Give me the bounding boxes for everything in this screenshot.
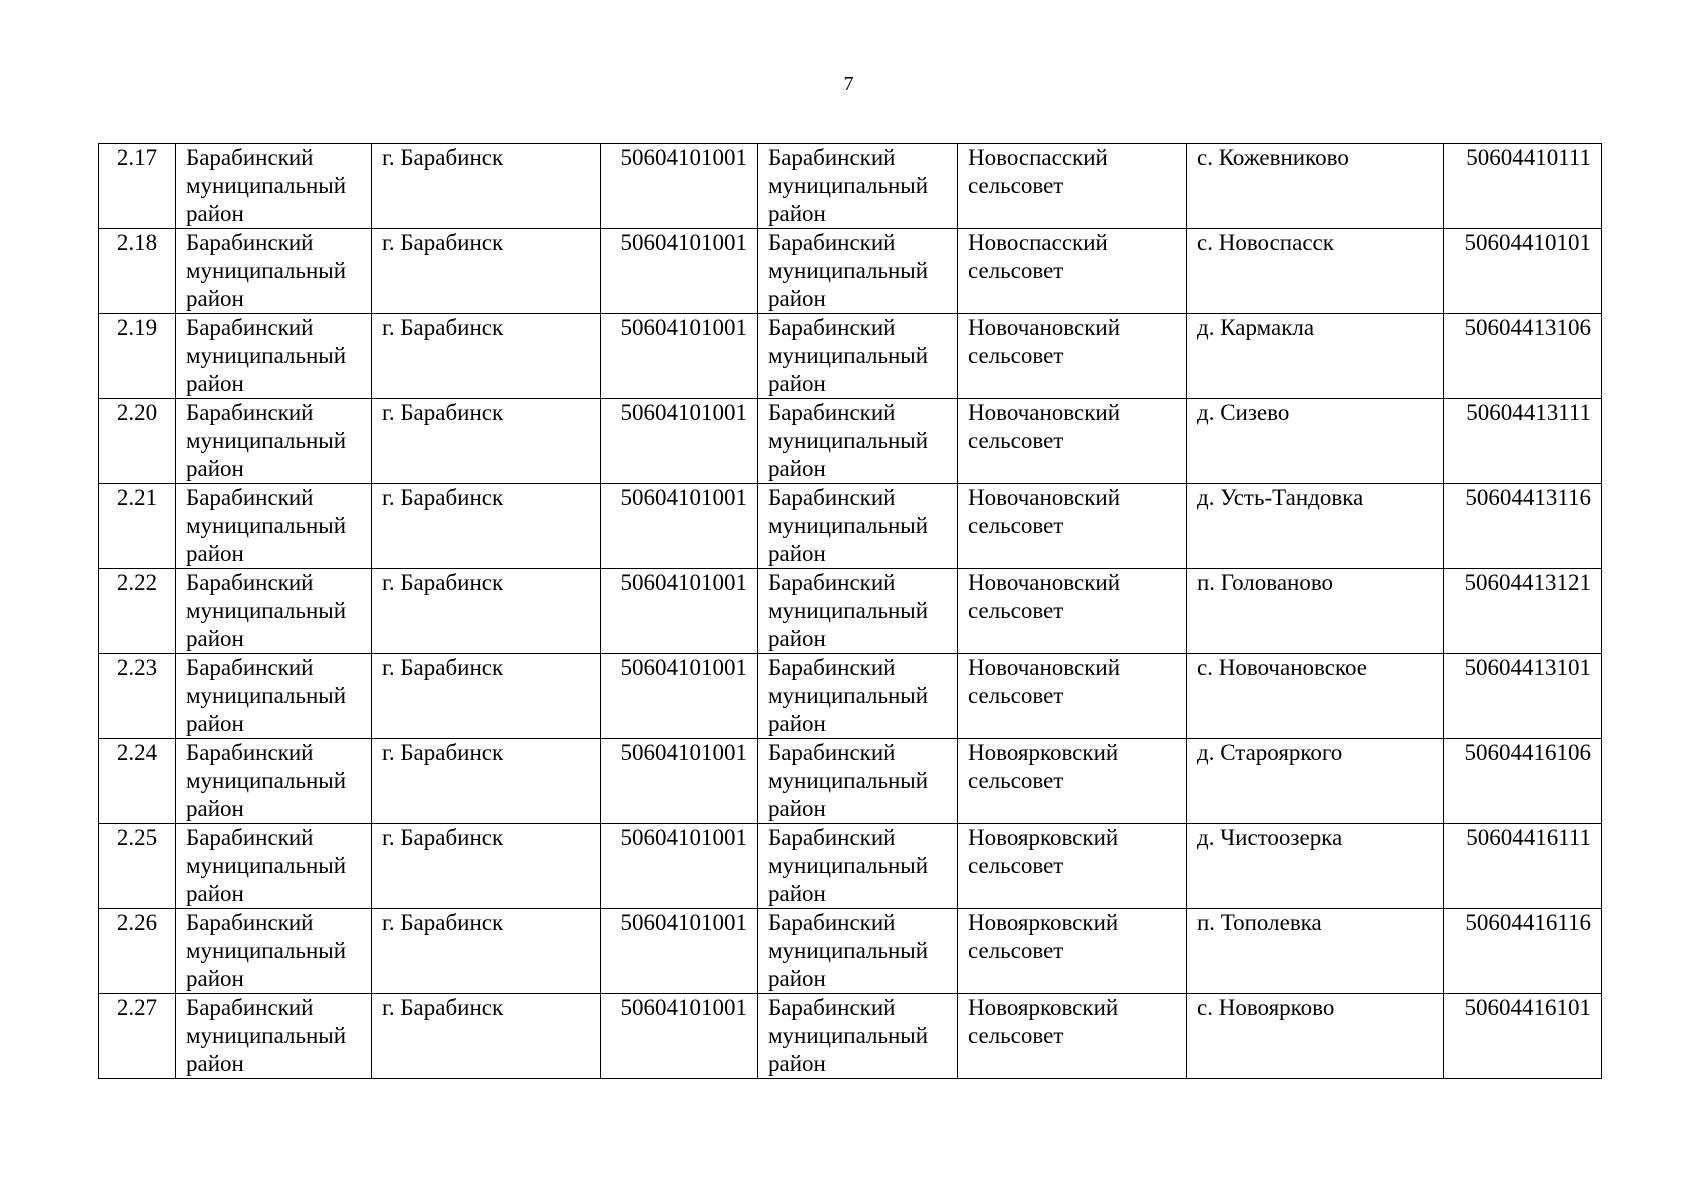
table-row [99, 654, 1602, 739]
district-line: район [768, 371, 826, 396]
city-cell [372, 484, 601, 569]
row-number: 2.23 [116, 655, 158, 680]
district-line: муниципальный [186, 513, 347, 538]
district-line: муниципальный [768, 513, 929, 538]
table-row [99, 144, 1602, 229]
settlement-cell [1187, 994, 1444, 1079]
city-name: г. Барабинск [382, 485, 504, 510]
council-cell [958, 909, 1187, 994]
district2-cell [758, 314, 958, 399]
settlement-cell [1187, 569, 1444, 654]
settlement-name: с. Кожевниково [1197, 145, 1349, 170]
table-row [99, 909, 1602, 994]
district-line: Барабинский [768, 655, 896, 680]
district-line: район [768, 966, 826, 991]
city-code-cell [601, 144, 758, 229]
settlement-code-cell [1444, 994, 1602, 1079]
row-number-cell [99, 654, 176, 739]
district-line: Барабинский [186, 655, 314, 680]
row-number: 2.25 [116, 825, 158, 850]
settlement-code-cell [1444, 909, 1602, 994]
city-code-cell [601, 229, 758, 314]
table-row [99, 994, 1602, 1079]
district-line: район [186, 626, 244, 651]
city-cell [372, 654, 601, 739]
settlement-name: с. Новоспасск [1197, 230, 1334, 255]
row-number-cell [99, 994, 176, 1079]
city-code-cell [601, 654, 758, 739]
council-line: сельсовет [968, 428, 1064, 453]
district-line: Барабинский [186, 570, 314, 595]
district2-cell [758, 739, 958, 824]
settlement-name: с. Новоярково [1197, 995, 1335, 1020]
council-line: Новоспасский [968, 145, 1108, 170]
city-name: г. Барабинск [382, 740, 504, 765]
district-line: муниципальный [768, 938, 929, 963]
settlement-name: д. Старояркого [1197, 740, 1343, 765]
council-line: сельсовет [968, 173, 1064, 198]
row-number-cell [99, 399, 176, 484]
district-line: Барабинский [768, 400, 896, 425]
district-cell [176, 739, 372, 824]
city-code: 50604101001 [620, 570, 747, 595]
row-number-cell [99, 484, 176, 569]
row-number: 2.19 [116, 315, 158, 340]
district-line: Барабинский [768, 230, 896, 255]
council-line: Новочановский [968, 655, 1121, 680]
district-line: район [768, 286, 826, 311]
row-number-cell [99, 229, 176, 314]
council-line: сельсовет [968, 853, 1064, 878]
settlement-code: 50604413101 [1464, 655, 1591, 680]
district-line: район [186, 371, 244, 396]
district-line: район [768, 881, 826, 906]
row-number: 2.21 [116, 485, 158, 510]
territory-table [98, 143, 1602, 1079]
council-cell [958, 144, 1187, 229]
table-row [99, 314, 1602, 399]
row-number: 2.20 [116, 400, 158, 425]
city-name: г. Барабинск [382, 315, 504, 340]
city-cell [372, 994, 601, 1079]
district-cell [176, 144, 372, 229]
district-cell [176, 994, 372, 1079]
city-name: г. Барабинск [382, 655, 504, 680]
city-code-cell [601, 484, 758, 569]
district-line: Барабинский [186, 910, 314, 935]
settlement-code: 50604416116 [1465, 910, 1591, 935]
city-code: 50604101001 [620, 230, 747, 255]
city-code: 50604101001 [620, 315, 747, 340]
settlement-code: 50604416101 [1464, 995, 1591, 1020]
settlement-code-cell [1444, 314, 1602, 399]
district-line: район [768, 456, 826, 481]
settlement-code-cell [1444, 144, 1602, 229]
district-line: муниципальный [768, 683, 929, 708]
city-name: г. Барабинск [382, 230, 504, 255]
settlement-cell [1187, 144, 1444, 229]
district-line: муниципальный [768, 173, 929, 198]
settlement-cell [1187, 399, 1444, 484]
city-code-cell [601, 994, 758, 1079]
settlement-code-cell [1444, 229, 1602, 314]
city-cell [372, 229, 601, 314]
district-line: муниципальный [768, 853, 929, 878]
district2-cell [758, 399, 958, 484]
settlement-cell [1187, 654, 1444, 739]
settlement-name: д. Сизево [1197, 400, 1290, 425]
district-line: район [186, 1051, 244, 1076]
council-cell [958, 739, 1187, 824]
council-cell [958, 824, 1187, 909]
city-code-cell [601, 739, 758, 824]
district-cell [176, 484, 372, 569]
table-row [99, 399, 1602, 484]
city-code-cell [601, 569, 758, 654]
settlement-name: п. Тополевка [1197, 910, 1322, 935]
district-line: муниципальный [768, 258, 929, 283]
table-row [99, 229, 1602, 314]
settlement-cell [1187, 824, 1444, 909]
city-code: 50604101001 [620, 740, 747, 765]
row-number-cell [99, 314, 176, 399]
council-cell [958, 994, 1187, 1079]
district-cell [176, 399, 372, 484]
city-cell [372, 399, 601, 484]
district-line: муниципальный [186, 258, 347, 283]
council-line: Новоспасский [968, 230, 1108, 255]
council-line: сельсовет [968, 258, 1064, 283]
council-cell [958, 484, 1187, 569]
city-cell [372, 824, 601, 909]
row-number: 2.24 [116, 740, 158, 765]
district-line: район [768, 1051, 826, 1076]
settlement-name: д. Усть-Тандовка [1197, 485, 1364, 510]
district-line: муниципальный [768, 343, 929, 368]
settlement-cell [1187, 229, 1444, 314]
settlement-code-cell [1444, 569, 1602, 654]
row-number: 2.26 [116, 910, 158, 935]
city-name: г. Барабинск [382, 145, 504, 170]
district-line: район [186, 711, 244, 736]
settlement-code: 50604410111 [1466, 145, 1591, 170]
row-number: 2.17 [116, 145, 158, 170]
district-line: Барабинский [186, 230, 314, 255]
district-line: район [186, 201, 244, 226]
settlement-code: 50604416111 [1466, 825, 1591, 850]
district-cell [176, 314, 372, 399]
district-line: район [186, 966, 244, 991]
district-line: муниципальный [186, 173, 347, 198]
council-cell [958, 399, 1187, 484]
settlement-code: 50604416106 [1464, 740, 1591, 765]
council-cell [958, 654, 1187, 739]
district-line: район [186, 541, 244, 566]
city-code: 50604101001 [620, 910, 747, 935]
district-line: Барабинский [768, 825, 896, 850]
district-line: Барабинский [768, 570, 896, 595]
district-line: муниципальный [768, 1023, 929, 1048]
council-cell [958, 569, 1187, 654]
council-line: Новоярковский [968, 740, 1119, 765]
settlement-code: 50604413116 [1465, 485, 1591, 510]
district2-cell [758, 569, 958, 654]
table-body [99, 144, 1602, 1079]
council-line: Новоярковский [968, 995, 1119, 1020]
district-line: Барабинский [186, 145, 314, 170]
district-cell [176, 569, 372, 654]
settlement-code: 50604413106 [1464, 315, 1591, 340]
district-line: Барабинский [186, 400, 314, 425]
council-line: Новоярковский [968, 825, 1119, 850]
settlement-code-cell [1444, 484, 1602, 569]
city-code: 50604101001 [620, 485, 747, 510]
district2-cell [758, 824, 958, 909]
settlement-name: д. Чистоозерка [1197, 825, 1343, 850]
district2-cell [758, 229, 958, 314]
district-cell [176, 654, 372, 739]
settlement-name: с. Новочановское [1197, 655, 1367, 680]
council-line: сельсовет [968, 1023, 1064, 1048]
settlement-cell [1187, 314, 1444, 399]
district-line: район [186, 456, 244, 481]
council-line: Новоярковский [968, 910, 1119, 935]
district-cell [176, 229, 372, 314]
city-code-cell [601, 909, 758, 994]
city-cell [372, 909, 601, 994]
row-number: 2.18 [116, 230, 158, 255]
row-number-cell [99, 909, 176, 994]
council-line: Новочановский [968, 315, 1121, 340]
district-line: Барабинский [768, 910, 896, 935]
district-line: муниципальный [768, 768, 929, 793]
district2-cell [758, 144, 958, 229]
district2-cell [758, 909, 958, 994]
district-line: муниципальный [186, 853, 347, 878]
district-line: муниципальный [186, 428, 347, 453]
city-code: 50604101001 [620, 825, 747, 850]
district-line: Барабинский [186, 315, 314, 340]
district-line: район [768, 201, 826, 226]
district-line: Барабинский [768, 740, 896, 765]
council-line: Новочановский [968, 400, 1121, 425]
district-line: Барабинский [186, 995, 314, 1020]
settlement-code-cell [1444, 824, 1602, 909]
page-number: 7 [843, 73, 854, 95]
district-line: муниципальный [768, 598, 929, 623]
city-name: г. Барабинск [382, 910, 504, 935]
city-code-cell [601, 314, 758, 399]
table-row [99, 484, 1602, 569]
city-name: г. Барабинск [382, 400, 504, 425]
city-name: г. Барабинск [382, 995, 504, 1020]
settlement-cell [1187, 739, 1444, 824]
district2-cell [758, 484, 958, 569]
council-line: сельсовет [968, 513, 1064, 538]
council-line: сельсовет [968, 683, 1064, 708]
city-code: 50604101001 [620, 400, 747, 425]
district-line: муниципальный [186, 768, 347, 793]
district-line: муниципальный [768, 428, 929, 453]
city-code: 50604101001 [620, 655, 747, 680]
district-line: муниципальный [186, 938, 347, 963]
council-cell [958, 229, 1187, 314]
city-cell [372, 569, 601, 654]
district-line: район [186, 796, 244, 821]
row-number-cell [99, 144, 176, 229]
row-number-cell [99, 824, 176, 909]
council-line: сельсовет [968, 938, 1064, 963]
district-line: Барабинский [768, 485, 896, 510]
district-line: район [186, 881, 244, 906]
settlement-cell [1187, 909, 1444, 994]
table-row [99, 824, 1602, 909]
city-code-cell [601, 824, 758, 909]
district-line: Барабинский [768, 145, 896, 170]
district-cell [176, 824, 372, 909]
district-line: район [768, 711, 826, 736]
city-code: 50604101001 [620, 995, 747, 1020]
council-line: Новочановский [968, 485, 1121, 510]
council-line: Новочановский [968, 570, 1121, 595]
settlement-name: п. Голованово [1197, 570, 1334, 595]
district-cell [176, 909, 372, 994]
district-line: район [186, 286, 244, 311]
row-number: 2.22 [116, 570, 158, 595]
row-number-cell [99, 739, 176, 824]
city-name: г. Барабинск [382, 825, 504, 850]
settlement-code-cell [1444, 654, 1602, 739]
district-line: Барабинский [768, 315, 896, 340]
district2-cell [758, 994, 958, 1079]
district-line: Барабинский [186, 740, 314, 765]
settlement-code: 50604413121 [1464, 570, 1591, 595]
settlement-code-cell [1444, 399, 1602, 484]
district-line: район [768, 626, 826, 651]
council-cell [958, 314, 1187, 399]
district-line: муниципальный [186, 343, 347, 368]
settlement-name: д. Кармакла [1197, 315, 1315, 340]
row-number-cell [99, 569, 176, 654]
council-line: сельсовет [968, 343, 1064, 368]
table-row [99, 569, 1602, 654]
district-line: Барабинский [186, 825, 314, 850]
council-line: сельсовет [968, 768, 1064, 793]
district-line: Барабинский [186, 485, 314, 510]
city-code: 50604101001 [620, 145, 747, 170]
city-cell [372, 739, 601, 824]
settlement-cell [1187, 484, 1444, 569]
city-code-cell [601, 399, 758, 484]
row-number: 2.27 [116, 995, 158, 1020]
district2-cell [758, 654, 958, 739]
city-cell [372, 144, 601, 229]
district-line: район [768, 541, 826, 566]
table-row [99, 739, 1602, 824]
district-line: муниципальный [186, 683, 347, 708]
district-line: район [768, 796, 826, 821]
city-name: г. Барабинск [382, 570, 504, 595]
settlement-code: 50604413111 [1466, 400, 1591, 425]
city-cell [372, 314, 601, 399]
settlement-code: 50604410101 [1464, 230, 1591, 255]
district-line: муниципальный [186, 598, 347, 623]
council-line: сельсовет [968, 598, 1064, 623]
district-line: муниципальный [186, 1023, 347, 1048]
settlement-code-cell [1444, 739, 1602, 824]
district-line: Барабинский [768, 995, 896, 1020]
